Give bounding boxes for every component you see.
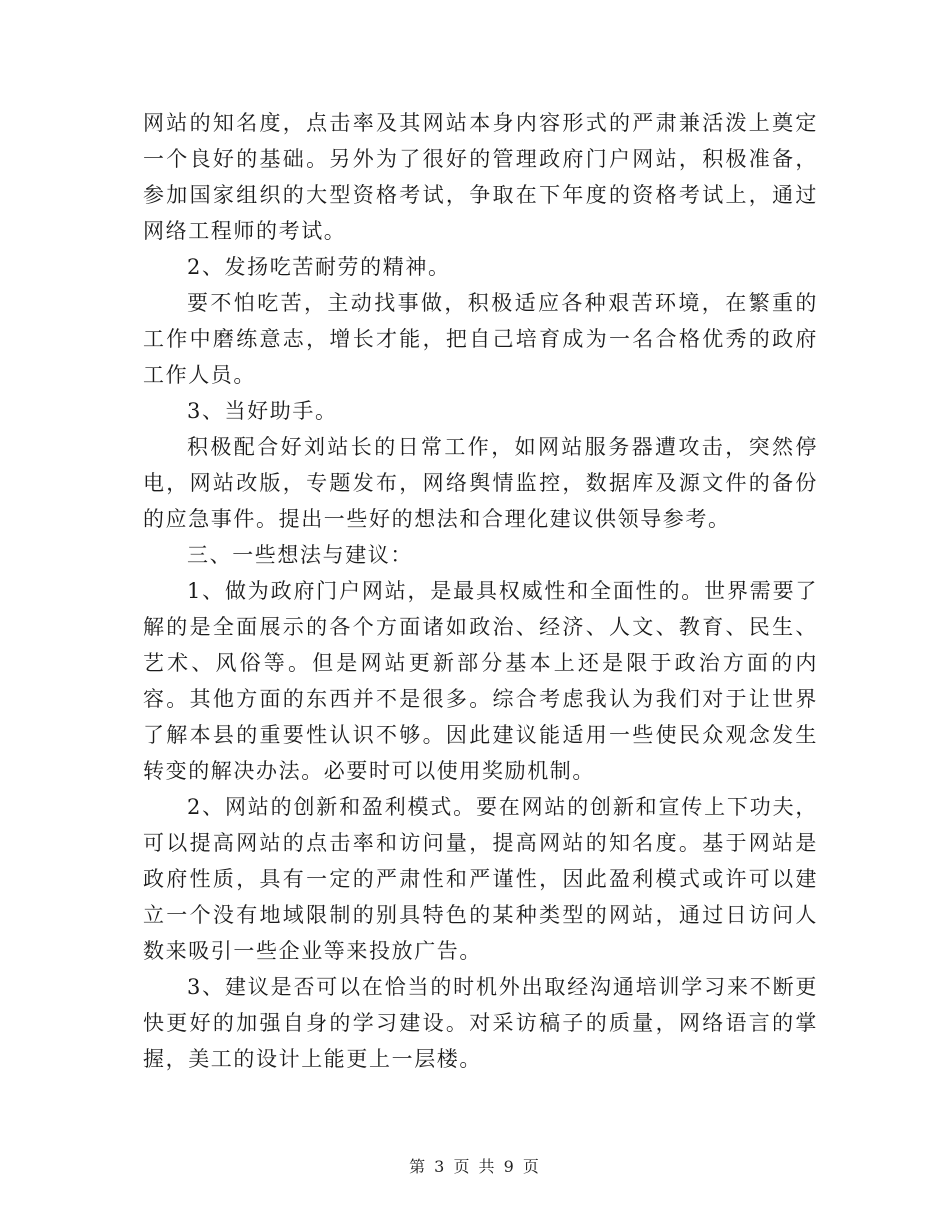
page-footer	[0, 1154, 950, 1177]
section-item-2-heading: 2、发扬吃苦耐劳的精神。	[187, 255, 451, 279]
paragraph-assistant: 积极配合好刘站长的日常工作，如网站服务器遭攻击，突然停电，网站改版，专题发布，网络舆情监控，数据库及源文件的备份的应急事件。提出一些好的想法和合理化建议供领导参考。	[143, 435, 818, 531]
paragraph-suggestion-3: 3、建议是否可以在恰当的时机外出取经沟通培训学习来不断更快更好的加强自身的学习建设。对采访稿子的质量，网络语言的掌握，美工的设计上能更上一层楼。	[143, 975, 818, 1071]
page-number: 第 3 页 共 9 页	[409, 1157, 541, 1176]
paragraph-hard-work: 要不怕吃苦，主动找事做，积极适应各种艰苦环境，在繁重的工作中磨练意志，增长才能，把自己培育成为一名合格优秀的政府工作人员。	[143, 291, 818, 387]
paragraph-continuation: 网站的知名度，点击率及其网站本身内容形式的严肃兼活泼上奠定一个良好的基础。另外为了很好的管理政府门户网站，积极准备，参加国家组织的大型资格考试，争取在下年度的资格考试上，通过网络工程师的考试。	[143, 111, 818, 243]
paragraph-suggestion-1: 1、做为政府门户网站，是最具权威性和全面性的。世界需要了解的是全面展示的各个方面诸如政治、经济、人文、教育、民生、艺术、风俗等。但是网站更新部分基本上还是限于政治方面的内容。其他方面的东西并不是很多。综合考虑我认为我们对于让世界了解本县的重要性认识不够。因此建议能适用一些使民众观念发生转变的解决办法。必要时可以使用奖励机制。	[143, 579, 818, 783]
paragraph-suggestion-2: 2、网站的创新和盈利模式。要在网站的创新和宣传上下功夫，可以提高网站的点击率和访问量，提高网站的知名度。基于网站是政府性质，具有一定的严肃性和严谨性，因此盈利模式或许可以建立一个没有地域限制的别具特色的某种类型的网站，通过日访问人数来吸引一些企业等来投放广告。	[143, 795, 818, 963]
section-item-3-heading: 3、当好助手。	[187, 399, 338, 423]
document-body	[143, 105, 818, 1077]
section-three-heading: 三、一些想法与建议：	[187, 543, 413, 567]
